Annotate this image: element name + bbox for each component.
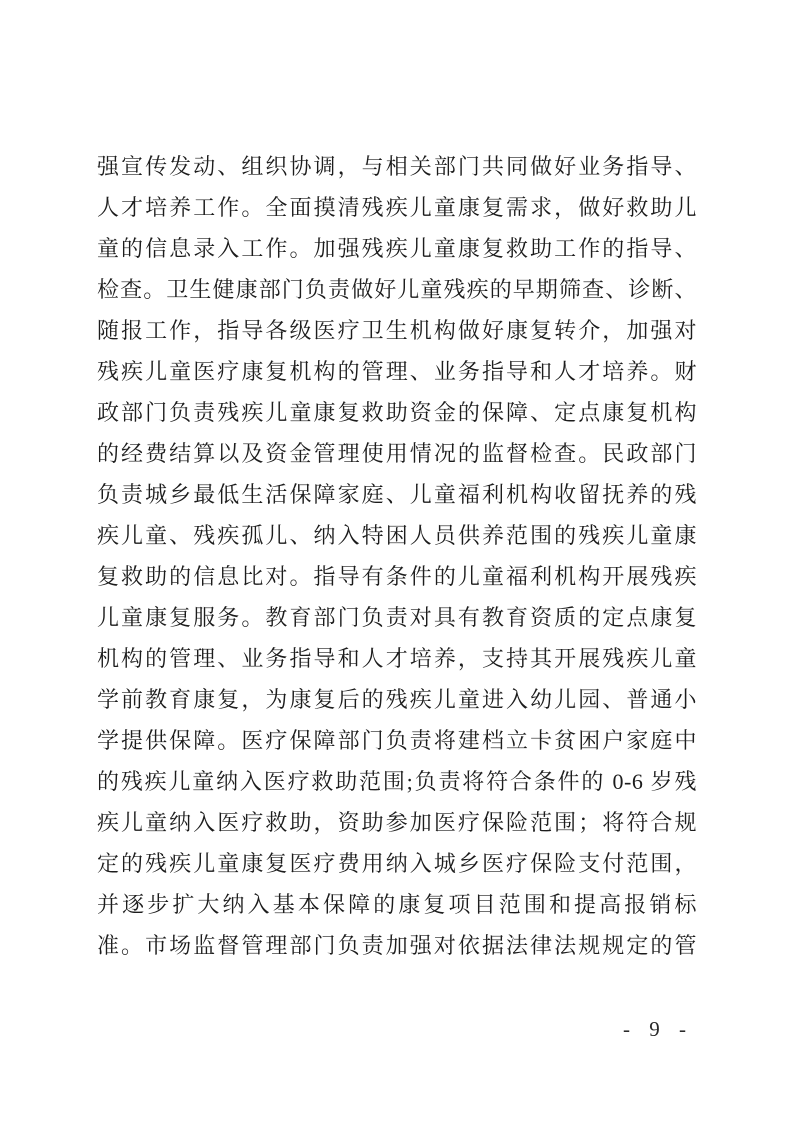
- body-text-line: 的残疾儿童纳入医疗救助范围;负责将符合条件的 0-6 岁残: [97, 769, 697, 794]
- body-text-line: 学前教育康复，为康复后的残疾儿童进入幼儿园、普通小: [97, 687, 697, 712]
- body-text-line: 残疾儿童医疗康复机构的管理、业务指导和人才培养。财: [97, 359, 697, 384]
- document-body-text: [97, 146, 697, 966]
- body-text-line: 强宣传发动、组织协调，与相关部门共同做好业务指导、: [97, 154, 697, 179]
- body-text-line: 儿童康复服务。教育部门负责对具有教育资质的定点康复: [97, 605, 697, 630]
- body-text-line: 疾儿童纳入医疗救助，资助参加医疗保险范围；将符合规: [97, 810, 697, 835]
- body-text-line: 检查。卫生健康部门负责做好儿童残疾的早期筛查、诊断、: [97, 277, 697, 302]
- body-text-line: 童的信息录入工作。加强残疾儿童康复救助工作的指导、: [97, 236, 697, 261]
- body-text-line: 并逐步扩大纳入基本保障的康复项目范围和提高报销标: [97, 892, 697, 917]
- body-text-line: 人才培养工作。全面摸清残疾儿童康复需求，做好救助儿: [97, 195, 697, 220]
- body-text-line: 负责城乡最低生活保障家庭、儿童福利机构收留抚养的残: [97, 482, 697, 507]
- page-number: - 9 -: [623, 1017, 689, 1041]
- body-text-line: 的经费结算以及资金管理使用情况的监督检查。民政部门: [97, 441, 697, 466]
- body-text-line: 学提供保障。医疗保障部门负责将建档立卡贫困户家庭中: [97, 728, 697, 753]
- body-text-line: 政部门负责残疾儿童康复救助资金的保障、定点康复机构: [97, 400, 697, 425]
- body-text-line: 机构的管理、业务指导和人才培养，支持其开展残疾儿童: [97, 646, 697, 671]
- body-text-line: 疾儿童、残疾孤儿、纳入特困人员供养范围的残疾儿童康: [97, 523, 697, 548]
- body-text-line: 定的残疾儿童康复医疗费用纳入城乡医疗保险支付范围，: [97, 851, 697, 876]
- body-text-line: 随报工作，指导各级医疗卫生机构做好康复转介，加强对: [97, 318, 697, 343]
- body-text-line: 准。市场监督管理部门负责加强对依据法律法规规定的管: [97, 933, 697, 958]
- body-text-line: 复救助的信息比对。指导有条件的儿童福利机构开展残疾: [97, 564, 697, 589]
